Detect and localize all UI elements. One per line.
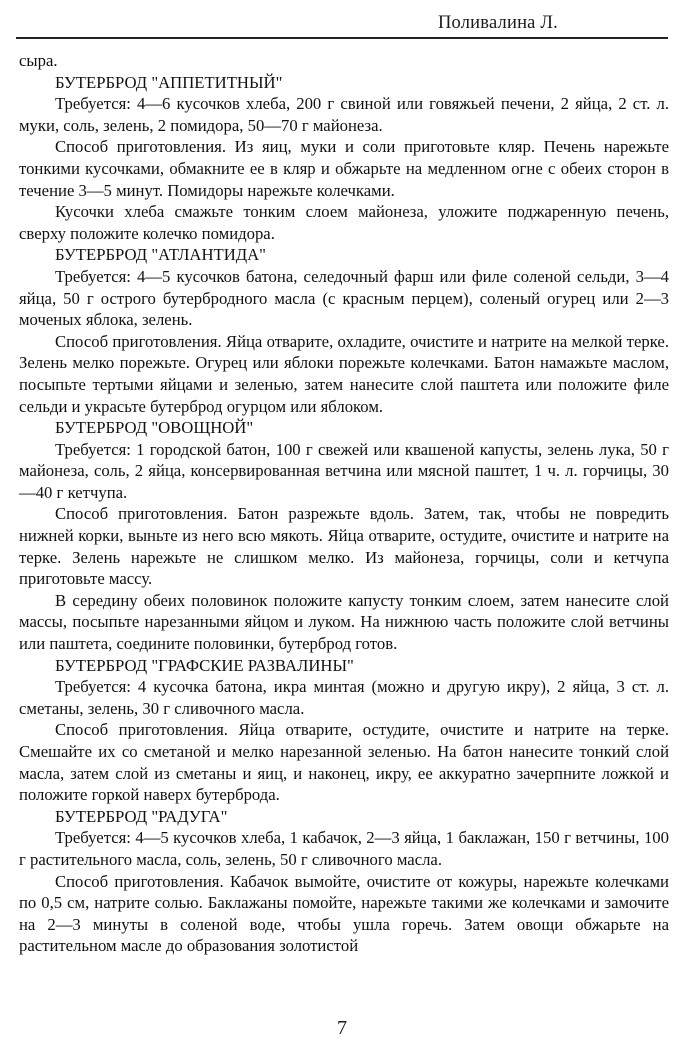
recipe-method: Способ приготовления. Батон разрежьте вдоль. Затем, так, чтобы не повредить нижней корки, выньте из него всю мякоть. Яйца отварите, остудите, очистите и натрите на терке. Зелень нарежьте не слишком мелко. Из майонеза, горчицы, соли и кетчупа приготовьте массу. [19,504,669,589]
recipe-method: Способ приготовления. Яйца отварите, охладите, очистите и натрите на мелкой терке. Зелень мелко порежьте. Огурец или яблоки порежьте колечками. Батон намажьте маслом, посыпьте тертыми яйцами и зеленью, затем нанесите слой паштета или положите филе сельди и украсьте бутерброд огурцом или яблоком. [19,331,669,416]
recipe-ingredients: Требуется: 4—5 кусочков хлеба, 1 кабачок, 2—3 яйца, 1 баклажан, 150 г ветчины, 100 г растительного масла, соль, зелень, 50 г сливочного масла. [19,828,669,869]
recipe-ingredients: Требуется: 4—6 кусочков хлеба, 200 г свиной или говяжьей печени, 2 яйца, 2 ст. л. муки, соль, зелень, 2 помидора, 50—70 г майонеза. [19,94,669,135]
recipe-method: В середину обеих половинок положите капусту тонким слоем, затем нанесите слой массы, посыпьте нарезанными яйцом и луком. На нижнюю часть положите слой ветчины или паштета, соедините половинки, бутерброд готов. [19,590,669,654]
recipe-title-atlantida: БУТЕРБРОД "АТЛАНТИДА" [55,245,266,265]
recipe-method: Способ приготовления. Яйца отварите, остудите, очистите и натрите на терке. Смешайте их со сметаной и мелко нарезанной зеленью. На батон нанесите тонкий слой масла, затем слой из сметаны и яиц, и наконец, икру, ее аккуратно зачерпните ложкой и положите горкой наверх бутерброда. [19,720,669,805]
recipe-title-raduga: БУТЕРБРОД "РАДУГА" [55,806,228,826]
running-header [16,9,668,39]
header-author: Поливалина Л. [437,13,558,33]
page-number: 7 [337,1017,347,1039]
recipe-ingredients: Требуется: 1 городской батон, 100 г свежей или квашеной капусты, зелень лука, 50 г майонеза, соль, 2 яйца, консервированная ветчина или мясной паштет, 1 ч. л. горчицы, 30—40 г кетчупа. [19,439,669,502]
recipe-method: Способ приготовления. Из яиц, муки и соли приготовьте кляр. Печень нарежьте тонкими кусочками, обмакните ее в кляр и обжарьте на медленном огне с обеих сторон в течение 3—5 минут. Помидоры нарежьте колечками. [19,137,669,200]
recipe-ingredients: Требуется: 4 кусочка батона, икра минтая (можно и другую икру), 2 яйца, 3 ст. л. сметаны, зелень, 30 г сливочного масла. [19,677,669,718]
recipe-method: Способ приготовления. Кабачок вымойте, очистите от кожуры, нарежьте колечками по 0,5 см, натрите солью. Баклажаны помойте, нарежьте такими же колечками и замочите на 2—3 минуты в соленой воде, чтобы ушла горечь. Затем овощи обжарьте на растительном масле до образования золотистой [19,871,669,956]
paragraph-continuation: сыра. [19,51,58,70]
recipe-title-ovoshchnoy: БУТЕРБРОД "ОВОЩНОЙ" [55,418,254,438]
recipe-title-grafskie-razvaliny: БУТЕРБРОД "ГРАФСКИЕ РАЗВАЛИНЫ" [55,655,354,675]
recipe-title-appetitny: БУТЕРБРОД "АППЕТИТНЫЙ" [55,72,283,92]
recipe-method: Кусочки хлеба смажьте тонким слоем майонеза, уложите поджаренную печень, сверху положите колечко помидора. [19,202,669,243]
recipe-ingredients: Требуется: 4—5 кусочков батона, селедочный фарш или филе соленой сельди, 3—4 яйца, 50 г острого бутербродного масла (с красным перцем), соленый огурец или 2—3 моченых яблока, зелень. [19,266,669,330]
page-body [19,50,669,957]
